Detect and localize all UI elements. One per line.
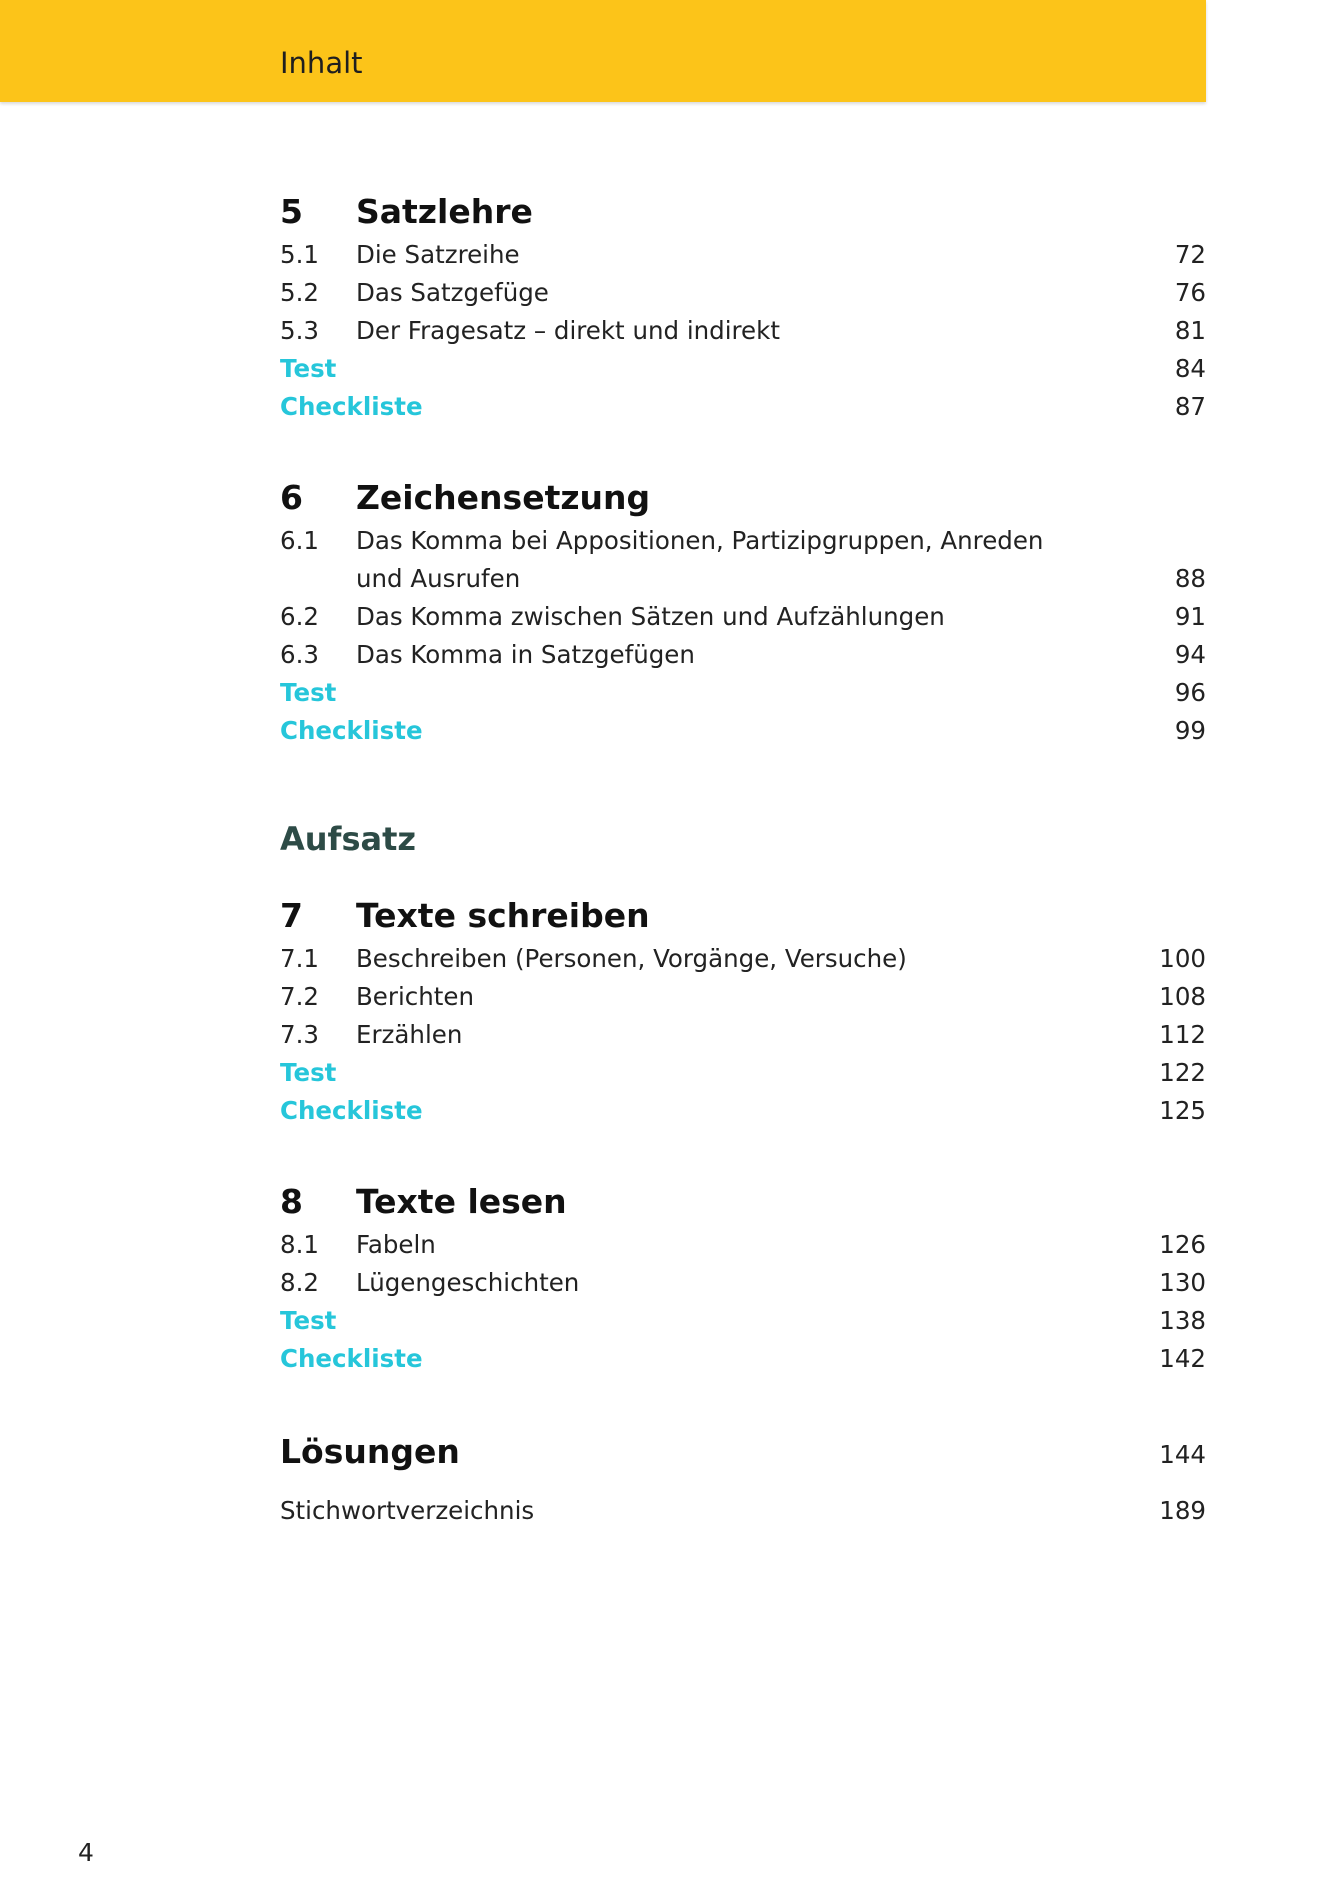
chapter-heading-8[interactable] xyxy=(280,1182,1206,1226)
entry-title-continued: und Ausrufen xyxy=(356,564,521,593)
toc-entry-7-2[interactable] xyxy=(280,982,1206,1016)
toc-entry-6-3[interactable] xyxy=(280,640,1206,674)
entry-number: 8.1 xyxy=(280,1230,319,1259)
part-heading: Aufsatz xyxy=(280,820,417,858)
entry-number: 5.1 xyxy=(280,240,319,269)
entry-page: 138 xyxy=(1159,1306,1206,1335)
toc-entry-5-1[interactable] xyxy=(280,240,1206,274)
entry-page: 112 xyxy=(1159,1020,1206,1049)
toc-entry-6-1[interactable] xyxy=(280,526,1206,598)
chapter-title: Texte lesen xyxy=(356,1182,567,1221)
entry-title: Das Komma zwischen Sätzen und Aufzählungen xyxy=(356,602,945,631)
chapter-title: Texte schreiben xyxy=(356,896,650,935)
toc-entry-6-checklist[interactable] xyxy=(280,716,1206,750)
entry-page: 126 xyxy=(1159,1230,1206,1259)
test-link: Test xyxy=(280,1306,337,1335)
entry-number: 7.1 xyxy=(280,944,319,973)
entry-title: Der Fragesatz – direkt und indirekt xyxy=(356,316,780,345)
toc-entry-5-test[interactable] xyxy=(280,354,1206,388)
entry-page: 122 xyxy=(1159,1058,1206,1087)
entry-page: 99 xyxy=(1174,716,1206,745)
chapter-number: 8 xyxy=(280,1182,303,1221)
entry-number: 6.3 xyxy=(280,640,319,669)
checklist-link: Checkliste xyxy=(280,716,423,745)
toc-entry-7-checklist[interactable] xyxy=(280,1096,1206,1130)
toc-entry-5-2[interactable] xyxy=(280,278,1206,312)
chapter-number: 7 xyxy=(280,896,303,935)
chapter-number: 5 xyxy=(280,192,303,231)
toc-entry-7-test[interactable] xyxy=(280,1058,1206,1092)
index-title: Stichwortverzeichnis xyxy=(280,1496,535,1525)
entry-title: Lügengeschichten xyxy=(356,1268,580,1297)
entry-page: 84 xyxy=(1174,354,1206,383)
test-link: Test xyxy=(280,1058,337,1087)
entry-number: 5.3 xyxy=(280,316,319,345)
entry-page: 72 xyxy=(1174,240,1206,269)
toc-entry-8-2[interactable] xyxy=(280,1268,1206,1302)
chapter-heading-7[interactable] xyxy=(280,896,1206,940)
entry-page: 96 xyxy=(1174,678,1206,707)
toc-entry-8-test[interactable] xyxy=(280,1306,1206,1340)
entry-page: 91 xyxy=(1174,602,1206,631)
header-bar xyxy=(0,0,1206,102)
entry-page: 130 xyxy=(1159,1268,1206,1297)
entry-number: 5.2 xyxy=(280,278,319,307)
toc-entry-8-checklist[interactable] xyxy=(280,1344,1206,1378)
entry-title: Erzählen xyxy=(356,1020,463,1049)
toc-entry-7-3[interactable] xyxy=(280,1020,1206,1054)
toc-entry-5-3[interactable] xyxy=(280,316,1206,350)
chapter-title: Satzlehre xyxy=(356,192,533,231)
entry-page: 94 xyxy=(1174,640,1206,669)
toc-entry-8-1[interactable] xyxy=(280,1230,1206,1264)
entry-title: Fabeln xyxy=(356,1230,436,1259)
entry-number: 7.3 xyxy=(280,1020,319,1049)
toc-entry-solutions[interactable] xyxy=(280,1432,1206,1476)
toc-entry-index[interactable] xyxy=(280,1496,1206,1530)
entry-page: 189 xyxy=(1159,1496,1206,1525)
toc-entry-6-test[interactable] xyxy=(280,678,1206,712)
page-title: Inhalt xyxy=(280,46,363,80)
entry-number: 6.2 xyxy=(280,602,319,631)
entry-title: Das Satzgefüge xyxy=(356,278,549,307)
entry-page: 87 xyxy=(1174,392,1206,421)
entry-page: 76 xyxy=(1174,278,1206,307)
chapter-heading-6[interactable] xyxy=(280,478,1206,522)
entry-page: 142 xyxy=(1159,1344,1206,1373)
entry-page: 100 xyxy=(1159,944,1206,973)
entry-page: 88 xyxy=(1174,564,1206,593)
toc-entry-5-checklist[interactable] xyxy=(280,392,1206,426)
entry-title: Das Komma bei Appositionen, Partizipgruppen, Anreden xyxy=(356,526,1044,555)
entry-title: Berichten xyxy=(356,982,474,1011)
page-number: 4 xyxy=(78,1838,94,1867)
entry-number: 8.2 xyxy=(280,1268,319,1297)
entry-title: Beschreiben (Personen, Vorgänge, Versuche) xyxy=(356,944,907,973)
entry-page: 81 xyxy=(1174,316,1206,345)
solutions-title: Lösungen xyxy=(280,1432,460,1471)
toc-entry-6-2[interactable] xyxy=(280,602,1206,636)
test-link: Test xyxy=(280,678,337,707)
checklist-link: Checkliste xyxy=(280,1344,423,1373)
entry-page: 144 xyxy=(1159,1440,1206,1469)
checklist-link: Checkliste xyxy=(280,392,423,421)
checklist-link: Checkliste xyxy=(280,1096,423,1125)
entry-title: Die Satzreihe xyxy=(356,240,520,269)
toc-entry-7-1[interactable] xyxy=(280,944,1206,978)
entry-page: 108 xyxy=(1159,982,1206,1011)
entry-number: 7.2 xyxy=(280,982,319,1011)
chapter-title: Zeichensetzung xyxy=(356,478,651,517)
chapter-heading-5[interactable] xyxy=(280,192,1206,236)
entry-title: Das Komma in Satzgefügen xyxy=(356,640,695,669)
entry-page: 125 xyxy=(1159,1096,1206,1125)
test-link: Test xyxy=(280,354,337,383)
chapter-number: 6 xyxy=(280,478,303,517)
entry-number: 6.1 xyxy=(280,526,319,555)
